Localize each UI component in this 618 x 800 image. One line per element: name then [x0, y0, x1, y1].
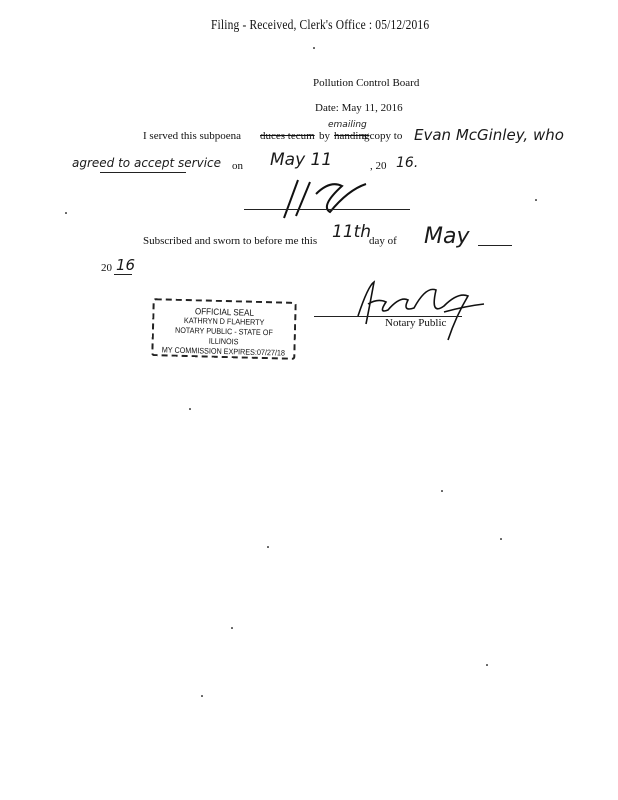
- service-date-handwritten: May 11: [270, 150, 333, 170]
- scan-speck: [313, 47, 315, 49]
- recipient-handwritten: Evan McGinley, who: [414, 126, 564, 144]
- server-signature: [270, 172, 390, 222]
- scan-speck: [201, 695, 203, 697]
- jurat-year-handwritten: 16: [116, 256, 136, 274]
- service-year-prefix: , 20: [370, 160, 387, 172]
- scan-speck: [500, 538, 502, 540]
- server-signature-line: [244, 209, 410, 210]
- jurat-year-underline: [114, 274, 132, 275]
- notary-public-label: Notary Public: [385, 317, 447, 329]
- jurat-trailing-line: [478, 245, 512, 246]
- scan-speck: [486, 664, 488, 666]
- document-date: Date: May 11, 2016: [315, 102, 403, 114]
- jurat-day-of: day of: [369, 235, 397, 247]
- service-on: on: [232, 160, 243, 172]
- jurat-day-handwritten: 11th: [332, 222, 372, 242]
- scan-speck: [535, 199, 537, 201]
- jurat-year-prefix: 20: [101, 262, 112, 274]
- service-lead: I served this subpoena: [143, 130, 242, 142]
- seal-notary-name: KATHRYN D FLAHERTY: [183, 315, 265, 328]
- consent-handwritten: agreed to accept service: [72, 156, 222, 170]
- service-copy-to: a copy to: [362, 130, 403, 142]
- official-notary-seal: [151, 298, 296, 360]
- jurat-month-handwritten: May: [424, 224, 470, 249]
- scan-speck: [441, 490, 443, 492]
- seal-commission: MY COMMISSION EXPIRES:07/27/18: [161, 345, 286, 358]
- underline-consent: [100, 172, 186, 173]
- scan-speck: [189, 408, 191, 410]
- struck-duces-tecum: duces tecum: [260, 130, 315, 142]
- inserted-emailing: emailing: [328, 120, 367, 130]
- jurat-lead: Subscribed and sworn to before me this: [143, 235, 318, 247]
- scan-speck: [65, 212, 67, 214]
- struck-handing: handing: [334, 130, 370, 142]
- service-year-handwritten: 16.: [396, 155, 419, 171]
- scan-speck: [267, 546, 269, 548]
- scan-speck: [231, 627, 233, 629]
- seal-title: OFFICIAL SEAL: [194, 306, 255, 318]
- notary-signature: [348, 276, 488, 346]
- seal-state: NOTARY PUBLIC - STATE OF ILLINOIS: [174, 325, 273, 347]
- service-by: by: [319, 130, 330, 142]
- agency-name: Pollution Control Board: [313, 77, 420, 89]
- filing-stamp: Filing - Received, Clerk's Office : 05/12/2016: [211, 18, 430, 33]
